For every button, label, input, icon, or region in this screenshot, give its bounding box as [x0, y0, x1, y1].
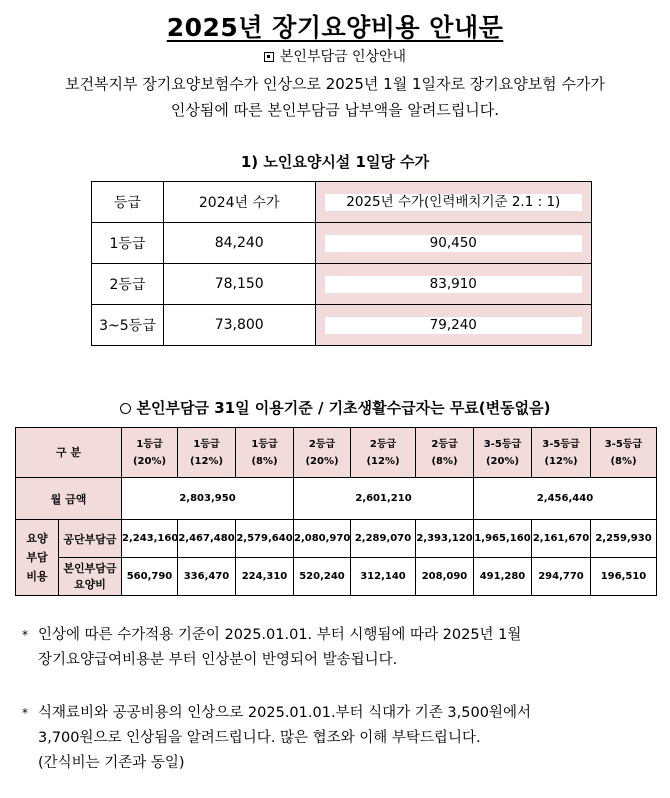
- intro-paragraph: [0, 71, 670, 123]
- self-pay-label: 본인부담금 요양비: [59, 558, 122, 596]
- page-title: 2025년 장기요양비용 안내문: [166, 13, 504, 42]
- note-2-line-3: (간식비는 기존과 동일): [38, 755, 185, 771]
- public-share-label: 공단부담금: [59, 520, 122, 558]
- public-share-row: [16, 520, 657, 558]
- header-2025: 2025년 수가(인력배치기준 2.1 : 1): [315, 182, 591, 223]
- subtitle-text: 본인부담금 인상안내: [279, 49, 407, 65]
- note-2-line-2: 3,700원으로 인상됨을 알려드립니다. 많은 협조와 이해 부탁드립니다.: [38, 730, 481, 746]
- fee-2025-cell: 79,240: [315, 305, 591, 346]
- fee-2024-cell: 84,240: [163, 223, 315, 264]
- self-pay-row: [16, 558, 657, 596]
- monthly-grade1: 2,803,950: [122, 478, 294, 520]
- header-2024: 2024년 수가: [163, 182, 315, 223]
- copay-header-row: [16, 428, 657, 478]
- fee-2024-cell: 73,800: [163, 305, 315, 346]
- self-pay-cell: 312,140: [351, 558, 416, 596]
- note-1: [22, 623, 521, 673]
- circle-bullet-icon: [120, 403, 131, 414]
- self-pay-cell: 208,090: [416, 558, 474, 596]
- col-header: 2등급 (12%): [351, 428, 416, 478]
- grade-cell: 1등급: [92, 223, 164, 264]
- self-pay-cell: 196,510: [591, 558, 657, 596]
- header-grade: 등급: [92, 182, 164, 223]
- fee-table-header: [92, 182, 592, 223]
- public-share-cell: 2,289,070: [351, 520, 416, 558]
- table-row: [92, 305, 592, 346]
- monthly-grade3-5: 2,456,440: [474, 478, 657, 520]
- public-share-cell: 2,393,120: [416, 520, 474, 558]
- self-pay-cell: 560,790: [122, 558, 178, 596]
- section1-title: 1) 노인요양시설 1일당 수가: [240, 153, 430, 171]
- self-pay-cell: 294,770: [532, 558, 591, 596]
- square-bullet-icon: [264, 52, 274, 62]
- col-header: 3-5등급 (20%): [474, 428, 532, 478]
- col-header: 3-5등급 (8%): [591, 428, 657, 478]
- copay-table: [15, 427, 657, 596]
- note-1-line-1: 인상에 따른 수가적용 기준이 2025.01.01. 부터 시행됨에 따라 2025년 1월: [38, 627, 522, 643]
- intro-line-1: 보건복지부 장기요양보험수가 인상으로 2025년 1월 1일자로 장기요양보험 수가가: [65, 75, 605, 93]
- monthly-label: 월 금액: [16, 478, 122, 520]
- self-pay-cell: 336,470: [178, 558, 236, 596]
- public-share-cell: 1,965,160: [474, 520, 532, 558]
- intro-line-2: 인상됨에 따른 본인부담금 납부액을 알려드립니다.: [170, 101, 500, 119]
- col-header: 1등급 (20%): [122, 428, 178, 478]
- table-row: [92, 264, 592, 305]
- table-row: [92, 223, 592, 264]
- col-header: 2등급 (20%): [294, 428, 351, 478]
- grade-cell: 2등급: [92, 264, 164, 305]
- fee-2025-cell: 83,910: [315, 264, 591, 305]
- asterisk-bullet: *: [22, 628, 28, 642]
- public-share-cell: 2,161,670: [532, 520, 591, 558]
- fee-2024-cell: 78,150: [163, 264, 315, 305]
- grade-cell: 3~5등급: [92, 305, 164, 346]
- public-share-cell: 2,080,970: [294, 520, 351, 558]
- col-header: 2등급 (8%): [416, 428, 474, 478]
- fee-table: [91, 181, 592, 346]
- section2-title: [0, 397, 670, 418]
- fee-2025-cell: 90,450: [315, 223, 591, 264]
- public-share-cell: 2,243,160: [122, 520, 178, 558]
- col-header: 3-5등급 (12%): [532, 428, 591, 478]
- self-pay-cell: 491,280: [474, 558, 532, 596]
- public-share-cell: 2,259,930: [591, 520, 657, 558]
- corner-label: 구 분: [16, 428, 122, 478]
- col-header: 1등급 (12%): [178, 428, 236, 478]
- asterisk-bullet: *: [22, 706, 28, 720]
- self-pay-cell: 520,240: [294, 558, 351, 596]
- subtitle: [0, 46, 670, 66]
- public-share-cell: 2,579,640: [236, 520, 294, 558]
- public-share-cell: 2,467,480: [178, 520, 236, 558]
- note-1-line-2: 장기요양급여비용분 부터 인상분이 반영되어 발송됩니다.: [38, 652, 398, 668]
- self-pay-cell: 224,310: [236, 558, 294, 596]
- cost-group-label: 요양 부담 비용: [16, 520, 59, 596]
- col-header: 1등급 (8%): [236, 428, 294, 478]
- note-2: [22, 701, 531, 776]
- monthly-row: [16, 478, 657, 520]
- monthly-grade2: 2,601,210: [294, 478, 474, 520]
- note-2-line-1: 식재료비와 공공비용의 인상으로 2025.01.01.부터 식대가 기존 3,500원에서: [38, 705, 531, 721]
- section2-title-text: 본인부담금 31일 이용기준 / 기초생활수급자는 무료(변동없음): [136, 399, 551, 417]
